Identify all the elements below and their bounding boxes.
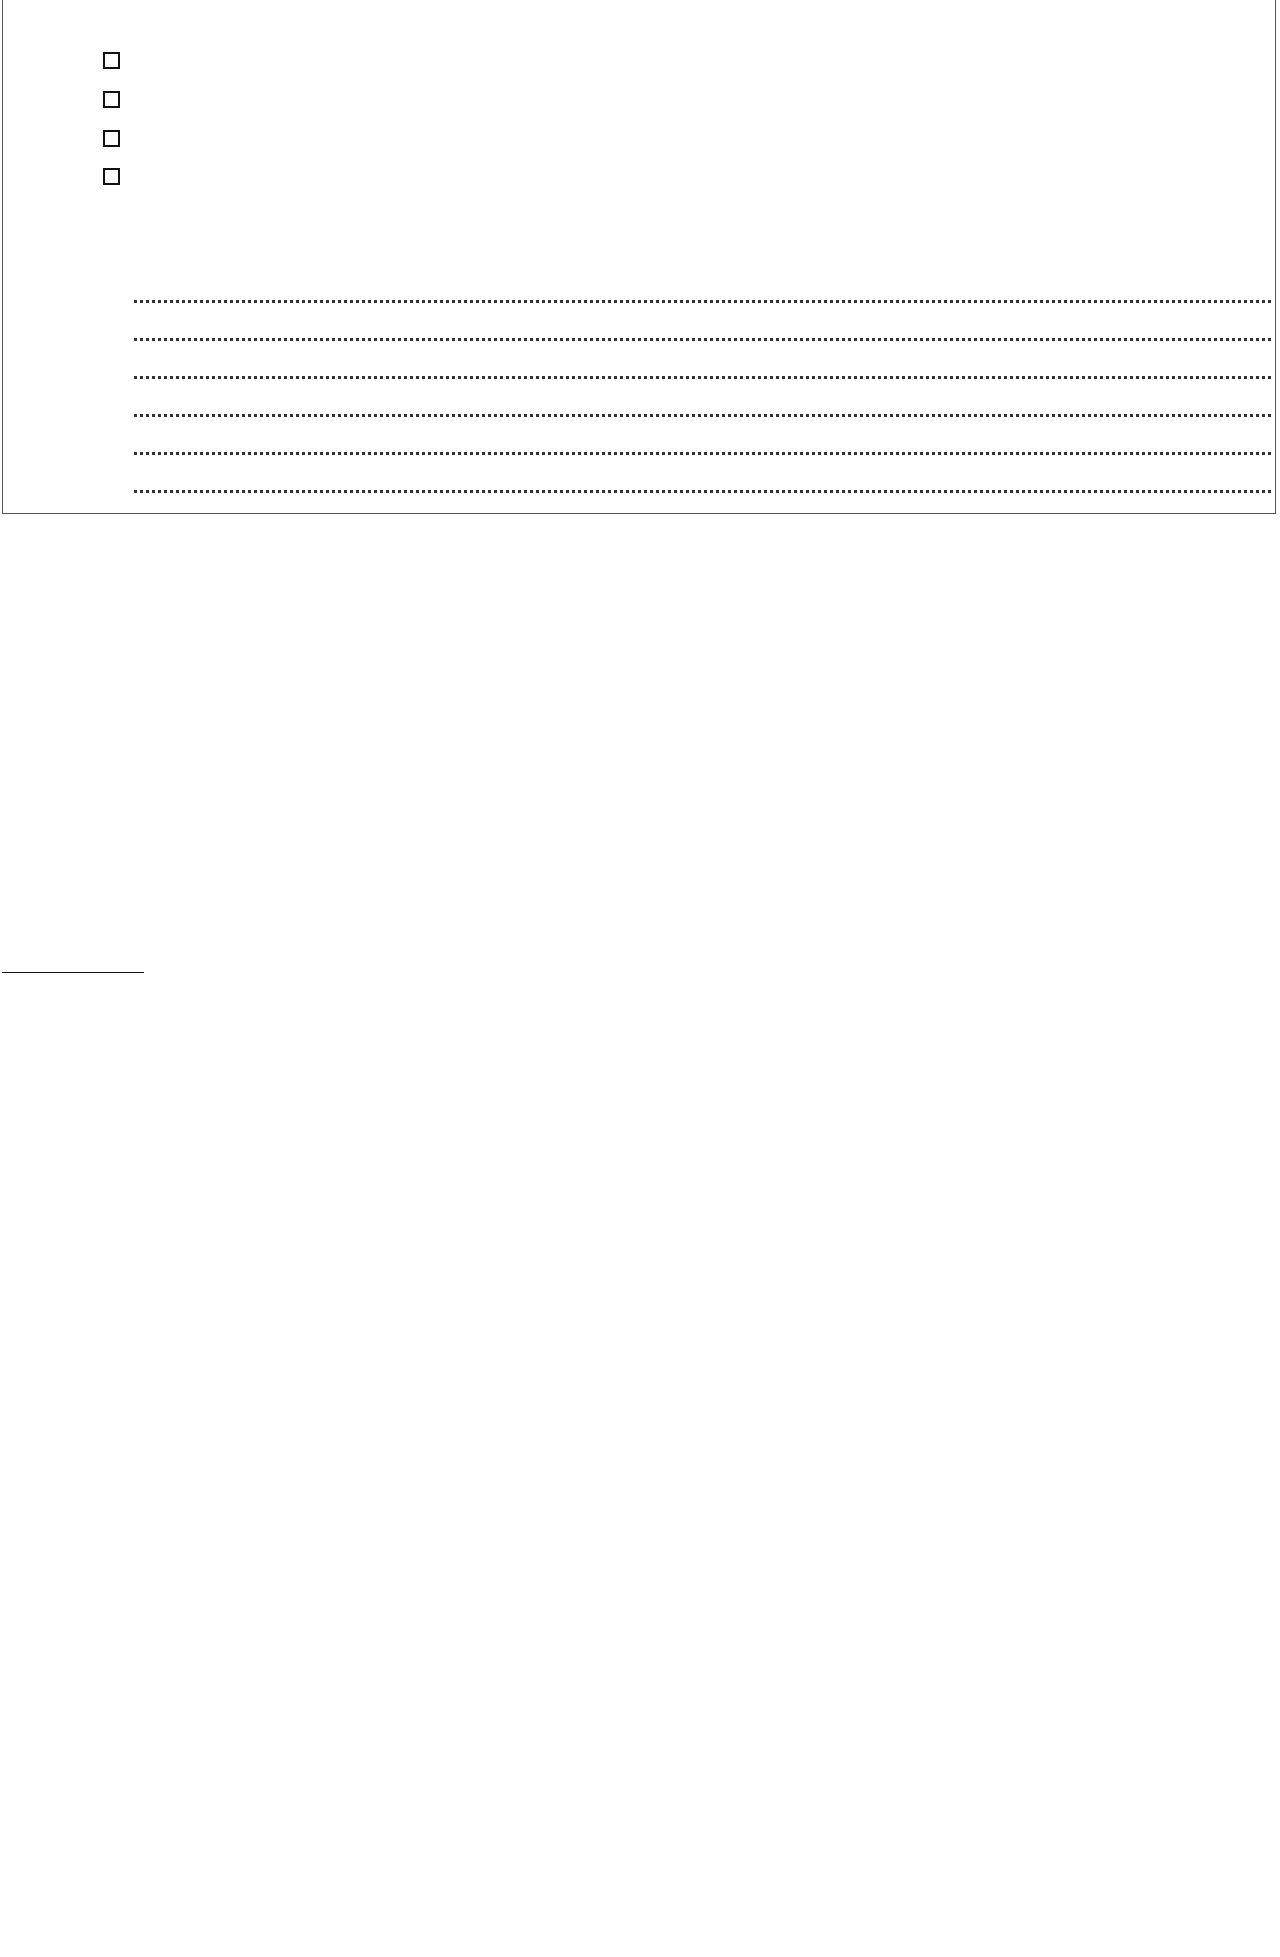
answer-line[interactable] (134, 486, 1271, 493)
answer-line[interactable] (134, 296, 1271, 303)
checkbox[interactable] (103, 130, 120, 147)
footnote-separator (2, 972, 144, 973)
checkbox[interactable] (103, 91, 120, 108)
answer-line[interactable] (134, 448, 1271, 455)
answer-line[interactable] (134, 372, 1271, 379)
checkbox[interactable] (103, 168, 120, 185)
answer-line[interactable] (134, 410, 1271, 417)
answer-line[interactable] (134, 334, 1271, 341)
form-box (2, 0, 1276, 514)
checkbox[interactable] (103, 52, 120, 69)
